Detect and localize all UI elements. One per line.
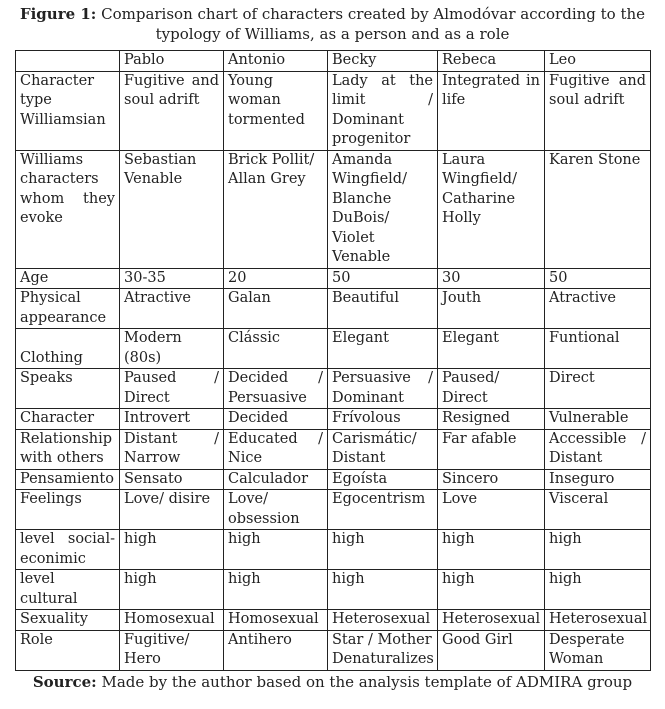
table-cell: high (438, 530, 545, 570)
table-cell: high (224, 570, 328, 610)
table-cell: high (120, 530, 224, 570)
header-row (16, 51, 651, 72)
table-cell: Atractive (120, 289, 224, 329)
table-cell: Resigned (438, 409, 545, 430)
table-row (16, 289, 651, 329)
table-cell: Calculador (224, 469, 328, 490)
table-row (16, 610, 651, 631)
table-cell: Love/ obsession (224, 490, 328, 530)
row-label: Character (16, 409, 120, 430)
table-row (16, 490, 651, 530)
table-cell: Homosexual (120, 610, 224, 631)
source-text: Made by the author based on the analysis template of ADMIRA group (96, 672, 633, 691)
source-note (0, 672, 665, 692)
table-cell: high (328, 570, 438, 610)
table-cell: Lady at the limit / Dominant progenitor (328, 71, 438, 150)
table-cell: Desperate Woman (545, 630, 651, 670)
table-cell: Atractive (545, 289, 651, 329)
table-cell: Laura Wingfield/ Catharine Holly (438, 150, 545, 268)
table-row (16, 630, 651, 670)
table-cell: Decided (224, 409, 328, 430)
table-cell: Heterosexual (328, 610, 438, 631)
table-cell: high (545, 530, 651, 570)
row-label: Clothing (16, 329, 120, 369)
row-label: Role (16, 630, 120, 670)
row-label: level cultural (16, 570, 120, 610)
table-cell: Educated / Nice (224, 429, 328, 469)
row-label: Williams characters whom they evoke (16, 150, 120, 268)
table-cell: 50 (328, 268, 438, 289)
row-label: Physical appearance (16, 289, 120, 329)
table-cell: Frívolous (328, 409, 438, 430)
table-cell: Love/ disire (120, 490, 224, 530)
figure-caption (12, 4, 653, 44)
header-cell-leo: Leo (545, 51, 651, 72)
table-cell: Beautiful (328, 289, 438, 329)
table-cell: Heterosexual (438, 610, 545, 631)
table-cell: Fugitive and soul adrift (120, 71, 224, 150)
table-cell: Clássic (224, 329, 328, 369)
table-cell: high (328, 530, 438, 570)
table-cell: Visceral (545, 490, 651, 530)
table-cell: Good Girl (438, 630, 545, 670)
table-cell: Introvert (120, 409, 224, 430)
header-cell-rebeca: Rebeca (438, 51, 545, 72)
header-cell-empty (16, 51, 120, 72)
table-cell: Amanda Wingfield/ Blanche DuBois/ Violet Venable (328, 150, 438, 268)
table-cell: Persuasive / Dominant (328, 369, 438, 409)
table-cell: Sincero (438, 469, 545, 490)
table-cell: Paused/ Direct (438, 369, 545, 409)
table-row (16, 429, 651, 469)
table-cell: Decided / Persuasive (224, 369, 328, 409)
table-cell: Brick Pollit/ Allan Grey (224, 150, 328, 268)
row-label: Age (16, 268, 120, 289)
table-row (16, 150, 651, 268)
table-cell: Vulnerable (545, 409, 651, 430)
table-cell: 30 (438, 268, 545, 289)
table-cell: Inseguro (545, 469, 651, 490)
table-cell: Heterosexual (545, 610, 651, 631)
table-row (16, 71, 651, 150)
row-label: Feelings (16, 490, 120, 530)
header-cell-pablo: Pablo (120, 51, 224, 72)
table-cell: Karen Stone (545, 150, 651, 268)
table-cell: high (120, 570, 224, 610)
table-cell: 20 (224, 268, 328, 289)
table-cell: Funtional (545, 329, 651, 369)
table-cell: Integrated in life (438, 71, 545, 150)
table-cell: Egocentrism (328, 490, 438, 530)
row-label: Character type Williamsian (16, 71, 120, 150)
table-cell: Fugitive/ Hero (120, 630, 224, 670)
table-cell: Love (438, 490, 545, 530)
table-row (16, 369, 651, 409)
table-cell: Homosexual (224, 610, 328, 631)
comparison-table (15, 50, 651, 671)
table-row (16, 329, 651, 369)
row-label: Sexuality (16, 610, 120, 631)
table-row (16, 570, 651, 610)
table-cell: Antihero (224, 630, 328, 670)
table-cell: Distant / Narrow (120, 429, 224, 469)
table-cell: Fugitive and soul adrift (545, 71, 651, 150)
table-cell: Elegant (438, 329, 545, 369)
table-cell: high (224, 530, 328, 570)
row-label: Speaks (16, 369, 120, 409)
table-cell: 30-35 (120, 268, 224, 289)
caption-text: Comparison chart of characters created by Almodóvar according to the typology of Williams, as a person and as a role (96, 5, 646, 43)
table-row (16, 530, 651, 570)
table-cell: Sebastian Venable (120, 150, 224, 268)
table-cell: Carismátic/ Distant (328, 429, 438, 469)
table-cell: high (545, 570, 651, 610)
table-cell: Sensato (120, 469, 224, 490)
header-cell-becky: Becky (328, 51, 438, 72)
table-cell: Elegant (328, 329, 438, 369)
table-row (16, 409, 651, 430)
table-cell: Star / Mother Denaturalizes (328, 630, 438, 670)
header-cell-antonio: Antonio (224, 51, 328, 72)
table-cell: 50 (545, 268, 651, 289)
table-cell: high (438, 570, 545, 610)
table-cell: Accessible / Distant (545, 429, 651, 469)
caption-label: Figure 1: (19, 5, 97, 23)
row-label: level social-econimic (16, 530, 120, 570)
source-label: Source: (32, 672, 97, 691)
table-cell: Egoísta (328, 469, 438, 490)
table-cell: Modern (80s) (120, 329, 224, 369)
row-label: Relationship with others (16, 429, 120, 469)
table-cell: Young woman tormented (224, 71, 328, 150)
table-row (16, 268, 651, 289)
table-cell: Paused / Direct (120, 369, 224, 409)
table-cell: Far afable (438, 429, 545, 469)
table-cell: Direct (545, 369, 651, 409)
table-row (16, 469, 651, 490)
table-cell: Galan (224, 289, 328, 329)
table-cell: Jouth (438, 289, 545, 329)
row-label: Pensamiento (16, 469, 120, 490)
